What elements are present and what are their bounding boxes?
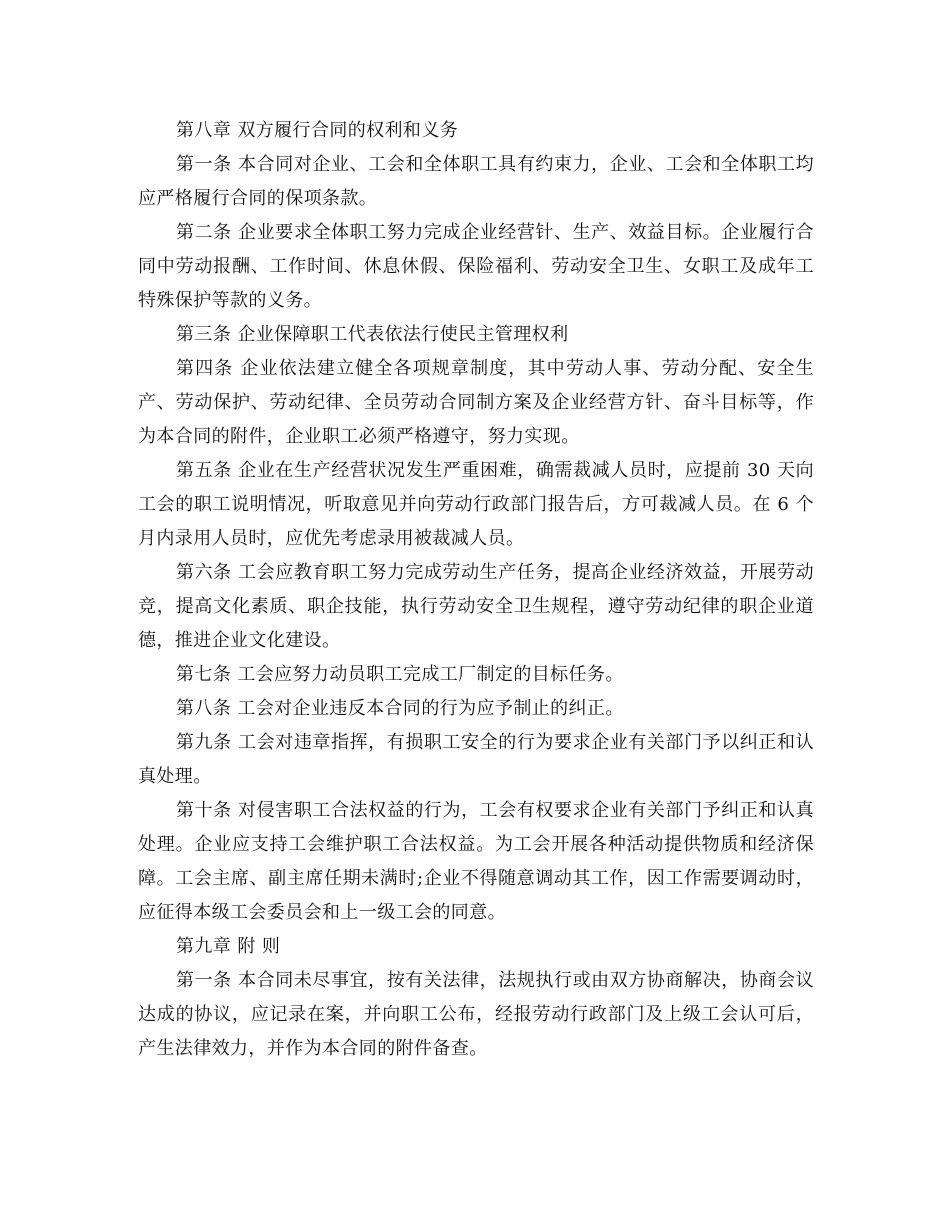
article-paragraph: 第四条 企业依法建立健全各项规章制度，其中劳动人事、劳动分配、安全生产、劳动保护、劳动纪律、全员劳动合同制方案及企业经营方针、奋斗目标等，作为本合同的附件，企业职工必须严格遵守，努力实现。 <box>138 358 814 447</box>
article-paragraph: 第五条 企业在生产经营状况发生严重困难，确需裁减人员时，应提前 30 天向工会的职工说明情况，听取意见并向劳动行政部门报告后，方可裁减人员。在 6 个月内录用人员时，应优先考虑录用被裁减人员。 <box>138 460 814 549</box>
document-body <box>138 114 814 1066</box>
article-paragraph: 第十条 对侵害职工合法权益的行为，工会有权要求企业有关部门予纠正和认真处理。企业应支持工会维护职工合法权益。为工会开展各种活动提供物质和经济保障。工会主席、副主席任期未满时;企业不得随意调动其工作，因工作需要调动时，应征得本级工会委员会和上一级工会的同意。 <box>138 800 814 923</box>
chapter-heading: 第八章 双方履行合同的权利和义务 <box>176 120 459 141</box>
article-paragraph: 第二条 企业要求全体职工努力完成企业经营针、生产、效益目标。企业履行合同中劳动报酬、工作时间、休息休假、保险福利、劳动安全卫生、女职工及成年工特殊保护等款的义务。 <box>138 222 814 311</box>
article-paragraph: 第七条 工会应努力动员职工完成工厂制定的目标任务。 <box>176 664 624 685</box>
article-paragraph: 第一条 本合同对企业、工会和全体职工具有约束力，企业、工会和全体职工均应严格履行合同的保项条款。 <box>138 154 814 209</box>
article-paragraph: 第一条 本合同未尽事宜，按有关法律，法规执行或由双方协商解决，协商会议达成的协议，应记录在案，并向职工公布，经报劳动行政部门及上级工会认可后，产生法律效力，并作为本合同的附件备查。 <box>138 970 814 1059</box>
article-paragraph: 第八条 工会对企业违反本合同的行为应予制止的纠正。 <box>176 698 624 719</box>
chapter-heading: 第九章 附 则 <box>176 936 281 957</box>
article-paragraph: 第九条 工会对违章指挥，有损职工安全的行为要求企业有关部门予以纠正和认真处理。 <box>138 732 814 787</box>
article-paragraph: 第六条 工会应教育职工努力完成劳动生产任务，提高企业经济效益，开展劳动竞，提高文化素质、职企技能，执行劳动安全卫生规程，遵守劳动纪律的职企业道德，推进企业文化建设。 <box>138 562 814 651</box>
article-paragraph: 第三条 企业保障职工代表依法行使民主管理权利 <box>176 324 569 345</box>
